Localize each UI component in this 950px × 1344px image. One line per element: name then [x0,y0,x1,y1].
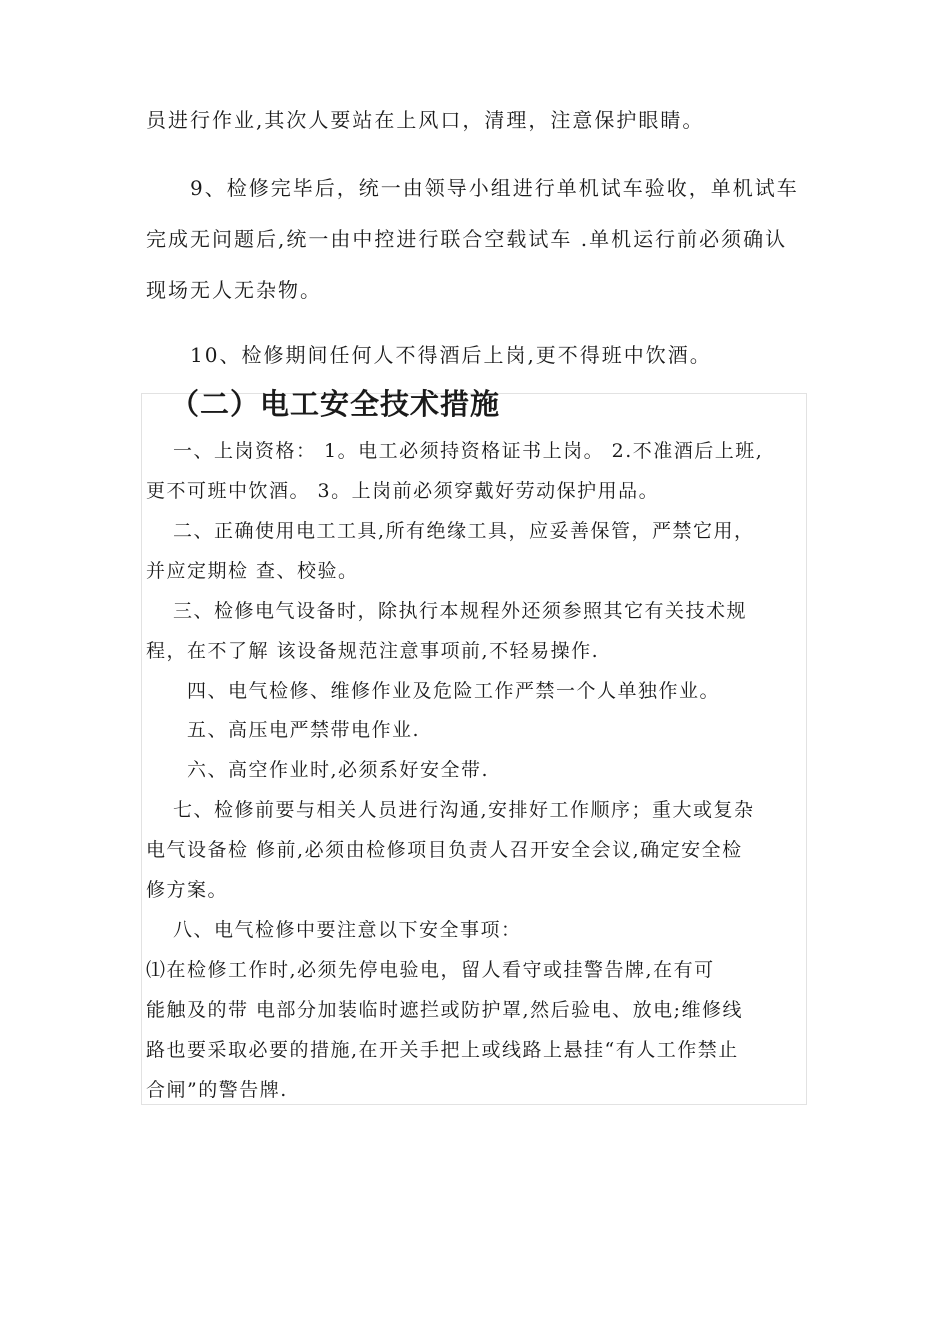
item-1-line-2: 更不可班中饮酒。 3。上岗前必须穿戴好劳动保护用品。 [146,480,660,502]
paragraph-9-line-3: 现场无人无杂物。 [146,278,322,302]
paragraph-9-line-2: 完成无问题后,统一由中控进行联合空载试车 .单机运行前必须确认 [146,227,788,251]
item-1-line-1: 一、上岗资格： 1。电工必须持资格证书上岗。 2.不准酒后上班, [173,440,764,462]
item-7-line-3: 修方案。 [146,879,229,901]
item-8-1-line-3: 路也要采取必要的措施,在开关手把上或线路上悬挂“有人工作禁止 [146,1039,739,1061]
item-2-line-1: 二、正确使用电工工具,所有绝缘工具，应妥善保管，严禁它用， [173,520,755,542]
item-8-1-line-4: 合闸”的警告牌. [146,1079,288,1101]
paragraph-9-line-1: 9、检修完毕后，统一由领导小组进行单机试车验收，单机试车 [190,176,799,200]
item-5: 五、高压电严禁带电作业. [187,719,421,741]
item-8: 八、电气检修中要注意以下安全事项： [173,919,522,941]
item-7-line-2: 电气设备检 修前,必须由检修项目负责人召开安全会议,确定安全检 [146,839,743,861]
item-2-line-2: 并应定期检 查、校验。 [146,560,359,582]
item-7-line-1: 七、检修前要与相关人员进行沟通,安排好工作顺序；重大或复杂 [173,799,755,821]
item-3-line-2: 程，在不了解 该设备规范注意事项前,不轻易操作. [146,640,600,662]
section-heading: （二）电工安全技术措施 [170,387,501,421]
paragraph-10: 10、检修期间任何人不得酒后上岗,更不得班中饮酒。 [190,343,712,367]
item-3-line-1: 三、检修电气设备时，除执行本规程外还须参照其它有关技术规 [173,600,748,622]
paragraph-8-continuation: 员进行作业,其次人要站在上风口，清理，注意保护眼睛。 [146,108,705,132]
item-8-1-line-1: ⑴在检修工作时,必须先停电验电，留人看守或挂警告牌,在有可 [146,959,715,981]
item-6: 六、高空作业时,必须系好安全带. [187,759,490,781]
item-8-1-line-2: 能触及的带 电部分加装临时遮拦或防护罩,然后验电、放电;维修线 [146,999,743,1021]
item-4: 四、电气检修、维修作业及危险工作严禁一个人单独作业。 [187,680,721,702]
